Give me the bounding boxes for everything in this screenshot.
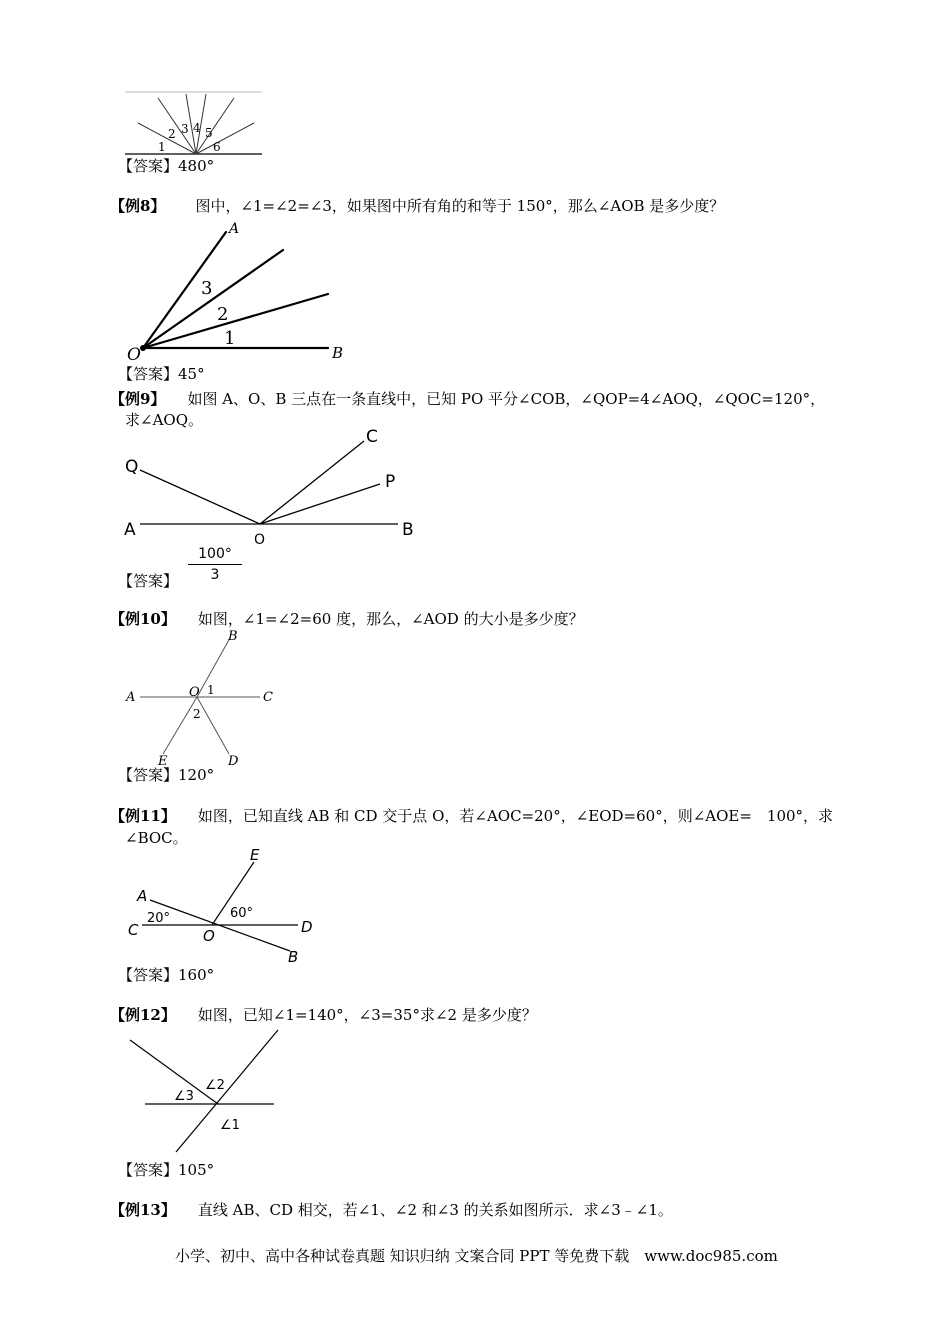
q11-label-60deg: 60° <box>230 906 254 921</box>
q10-text: 如图，∠1=∠2=60 度，那么，∠AOD 的大小是多少度？ <box>197 610 584 628</box>
q11-label-D: D <box>301 918 313 936</box>
q9-label-P: P <box>385 472 396 492</box>
q11-text-line1: 如图，已知直线 AB 和 CD 交于点 O，若∠AOC=20°，∠EOD=60°，则∠AOE= 100°，求 <box>197 807 834 825</box>
q12-label-angle1: ∠1 <box>220 1118 240 1133</box>
answer-label: 【答案】 <box>118 365 179 383</box>
answer-label: 【答案】 <box>118 766 179 784</box>
q11-label: 【例11】 <box>110 807 176 825</box>
q11-label-B: B <box>288 948 299 966</box>
q12-answer-value: 105° <box>178 1161 215 1179</box>
q8-label-1: 1 <box>224 328 236 349</box>
answer-label: 【答案】 <box>118 966 179 984</box>
q9-label-Q: Q <box>125 457 139 477</box>
q9-answer-numerator: 100° <box>198 546 232 562</box>
q7-label-6: 6 <box>213 140 221 154</box>
answer-label: 【答案】 <box>118 1161 179 1179</box>
q10-label-C: C <box>263 690 273 705</box>
q12-label-angle2: ∠2 <box>205 1078 225 1093</box>
q11-label-20deg: 20° <box>147 911 171 926</box>
q9-label-A: A <box>124 520 136 540</box>
q10-label-A: A <box>126 690 136 705</box>
q7-label-5: 5 <box>205 126 213 140</box>
q9-answer-label: 【答案】 <box>118 572 179 590</box>
q7-label-1: 1 <box>158 140 166 154</box>
q13-label: 【例13】 <box>110 1201 176 1219</box>
q9-text-line1: 如图 A、O、B 三点在一条直线中，已知 PO 平分∠COB，∠QOP=4∠AOQ，∠QOC=120°， <box>187 390 826 408</box>
q9-text-line2: 求∠AOQ。 <box>125 411 203 429</box>
q11-label-C: C <box>128 921 139 939</box>
q10-label-D: D <box>228 754 239 769</box>
q10-label: 【例10】 <box>110 610 176 628</box>
q8-label-3: 3 <box>201 278 213 299</box>
q11-label-A: A <box>137 887 148 905</box>
q10-label-O: O <box>189 685 200 700</box>
q7-label-3: 3 <box>181 122 189 136</box>
q12-text: 如图，已知∠1=140°，∠3=35°求∠2 是多少度？ <box>197 1006 537 1024</box>
q8-label-O: O <box>127 345 141 365</box>
q8-answer-value: 45° <box>178 365 205 383</box>
q10-label-E: E <box>158 754 168 769</box>
q7-label-4: 4 <box>193 121 201 135</box>
q12-label-angle3: ∠3 <box>174 1089 194 1104</box>
q11-answer-value: 160° <box>178 966 215 984</box>
q9-answer-denominator: 3 <box>210 567 220 583</box>
q10-answer-value: 120° <box>178 766 215 784</box>
q8-label: 【例8】 <box>110 197 166 215</box>
q13-question <box>110 1200 673 1220</box>
q9-label-C: C <box>366 427 378 447</box>
answer-label: 【答案】 <box>118 157 179 175</box>
q8-label-A: A <box>229 221 240 237</box>
q7-answer-value: 480° <box>178 157 215 175</box>
q11-label-E: E <box>250 846 260 864</box>
q7-label-2: 2 <box>168 127 176 141</box>
q8-label-B: B <box>332 344 344 362</box>
q11-label-O: O <box>203 927 215 945</box>
q9-label-O: O <box>254 532 266 548</box>
q10-label-2: 2 <box>193 707 201 721</box>
q8-label-2: 2 <box>217 304 229 325</box>
q10-label-B: B <box>228 629 238 644</box>
q13-text: 直线 AB、CD 相交，若∠1、∠2 和∠3 的关系如图所示．求∠3﹣∠1。 <box>197 1201 673 1219</box>
q10-label-1: 1 <box>207 683 215 697</box>
q9-label: 【例9】 <box>110 390 166 408</box>
q9-label-B: B <box>402 520 414 540</box>
page-footer: 小学、初中、高中各种试卷真题 知识归纳 文案合同 PPT 等免费下载 www.doc985.com <box>175 1247 778 1265</box>
q11-text-line2: ∠BOC。 <box>125 829 188 847</box>
q8-text: 图中，∠1=∠2=∠3，如果图中所有角的和等于 150°，那么∠AOB 是多少度？ <box>195 197 725 215</box>
q12-label: 【例12】 <box>110 1006 176 1024</box>
q12-answer <box>118 1160 214 1180</box>
